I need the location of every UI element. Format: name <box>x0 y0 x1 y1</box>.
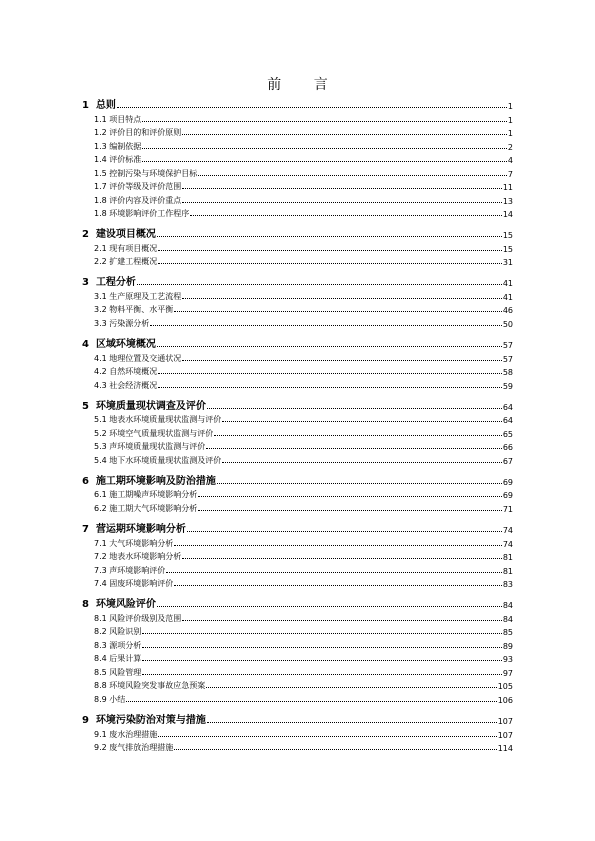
toc-section-label: 5.1 地表水环境质量现状监测与评价 <box>94 415 222 425</box>
toc-page-number: 85 <box>502 628 513 638</box>
toc-section-label: 8.2 风险识别 <box>94 627 142 637</box>
dot-leader <box>142 633 502 634</box>
toc-chapter-row[interactable] <box>82 398 513 412</box>
toc-section-row[interactable] <box>82 500 513 514</box>
toc-section-row[interactable] <box>82 452 513 466</box>
toc-section-label: 3.1 生产原理及工艺流程 <box>94 291 182 301</box>
dot-leader <box>142 674 502 675</box>
toc-section-label: 1.8 环境影响评价工作程序 <box>94 209 190 218</box>
dot-leader <box>174 585 502 586</box>
dot-leader <box>174 749 496 750</box>
toc-section-label: 7.1 大气环境影响分析 <box>94 538 174 548</box>
toc-page-number: 58 <box>502 368 513 378</box>
toc-section-row[interactable] <box>82 125 513 139</box>
toc-page-number: 65 <box>502 429 513 439</box>
toc-section-label: 5.2 环境空气质量现状监测与评价 <box>94 428 214 438</box>
toc-page-number: 89 <box>502 641 513 651</box>
toc-section-row[interactable] <box>82 206 513 220</box>
toc-chapter-row[interactable] <box>82 336 513 350</box>
toc-page-number: 13 <box>502 196 513 206</box>
dot-leader <box>222 421 502 422</box>
toc-section-label: 2.1 现有项目概况 <box>94 243 158 253</box>
toc-chapter-row[interactable] <box>82 596 513 610</box>
toc-section-label: 1.7 评价等级及评价范围 <box>94 182 182 191</box>
dot-leader <box>166 572 502 573</box>
dot-leader <box>137 284 502 285</box>
toc-chapter-number: 3 <box>82 277 89 289</box>
dot-leader <box>142 660 502 661</box>
toc-section-label: 8.9 小结 <box>94 694 126 704</box>
toc-chapter-title <box>82 335 156 350</box>
toc-section-row[interactable] <box>82 288 513 302</box>
dot-leader <box>222 462 502 463</box>
toc-chapter-label: 总则 <box>95 100 116 111</box>
toc-chapter-label: 区域环境概况 <box>95 339 156 351</box>
toc-page-number: 41 <box>502 279 513 289</box>
toc-page-number: 105 <box>497 682 513 692</box>
toc-chapter-title <box>82 225 156 240</box>
toc-chapter-title <box>82 397 206 412</box>
dot-leader <box>142 647 502 648</box>
toc-chapter-title <box>82 472 216 487</box>
toc-page-number: 15 <box>502 244 513 254</box>
toc-chapter-number: 5 <box>82 400 89 412</box>
toc-section-row[interactable] <box>82 364 513 378</box>
toc-page-number: 15 <box>502 231 513 241</box>
toc-chapter-row[interactable] <box>82 274 513 288</box>
toc-page-number: 84 <box>502 614 513 624</box>
toc-chapter-label: 营运期环境影响分析 <box>95 524 186 536</box>
toc-page-number: 64 <box>502 416 513 426</box>
toc-page-number: 74 <box>502 526 513 536</box>
toc-page-number: 67 <box>502 456 513 466</box>
toc-section-row[interactable] <box>82 254 513 268</box>
toc-page-number: 69 <box>502 477 513 487</box>
toc-chapter-label: 环境污染防治对策与措施 <box>95 715 206 726</box>
toc-section-row[interactable] <box>82 726 513 740</box>
toc-page-number: 64 <box>502 402 513 412</box>
toc-chapter-row[interactable] <box>82 473 513 487</box>
toc-section-row[interactable] <box>82 192 513 206</box>
table-of-contents <box>82 97 513 753</box>
toc-section-label: 7.2 地表水环境影响分析 <box>94 552 182 562</box>
toc-section-label: 4.3 社会经济概况 <box>94 380 158 390</box>
toc-section-row[interactable] <box>82 740 513 754</box>
dot-leader <box>182 360 502 361</box>
toc-page-number: 41 <box>502 292 513 302</box>
toc-section-label: 1.2 评价目的和评价原则 <box>94 128 182 137</box>
toc-section-label: 1.5 控制污染与环境保护目标 <box>94 168 198 178</box>
dot-leader <box>158 736 496 737</box>
toc-section-label: 8.1 风险评价级别及范围 <box>94 613 182 623</box>
toc-section-row[interactable] <box>82 240 513 254</box>
toc-chapter-label: 工程分析 <box>95 277 136 289</box>
toc-section-label: 2.2 扩建工程概况 <box>94 257 158 267</box>
toc-page-number: 107 <box>497 730 513 740</box>
toc-chapter-number: 4 <box>82 339 89 351</box>
toc-page-number: 31 <box>502 258 513 268</box>
dot-leader <box>198 496 502 497</box>
toc-page-number: 4 <box>507 156 513 165</box>
toc-section-row[interactable] <box>82 152 513 166</box>
toc-section-label: 6.2 施工期大气环境影响分析 <box>94 503 198 513</box>
toc-section-label: 8.3 源项分析 <box>94 640 142 650</box>
toc-section-label: 5.3 声环境质量现状监测与评价 <box>94 442 206 452</box>
dot-leader <box>157 606 502 607</box>
toc-page-number: 57 <box>502 354 513 364</box>
toc-section-row[interactable] <box>82 425 513 439</box>
toc-chapter-label: 环境质量现状调查及评价 <box>95 400 206 412</box>
toc-chapter-row[interactable] <box>82 712 513 726</box>
toc-section-row[interactable] <box>82 315 513 329</box>
toc-section-row[interactable] <box>82 377 513 391</box>
toc-section-label: 1.4 评价标准 <box>94 155 142 164</box>
toc-page-number: 14 <box>502 210 513 219</box>
toc-chapter-title <box>82 595 156 610</box>
toc-chapter-number: 9 <box>82 715 89 726</box>
toc-page-number: 83 <box>502 580 513 590</box>
toc-page-number: 74 <box>502 539 513 549</box>
toc-page-number: 57 <box>502 341 513 351</box>
dot-leader <box>126 701 496 702</box>
dot-leader <box>198 510 502 511</box>
toc-page-number: 107 <box>497 717 513 726</box>
toc-chapter-number: 1 <box>82 100 89 111</box>
toc-chapter-number: 6 <box>82 475 89 487</box>
toc-chapter-row[interactable] <box>82 521 513 535</box>
dot-leader <box>187 531 502 532</box>
toc-page-number: 46 <box>502 306 513 316</box>
dot-leader <box>157 346 502 347</box>
dot-leader <box>214 435 502 436</box>
toc-page-number: 1 <box>507 102 513 111</box>
toc-section-row[interactable] <box>82 664 513 678</box>
toc-section-row[interactable] <box>82 535 513 549</box>
toc-chapter-row[interactable] <box>82 226 513 240</box>
toc-chapter-number: 2 <box>82 229 89 241</box>
dot-leader <box>182 558 502 559</box>
toc-section-row[interactable] <box>82 111 513 125</box>
toc-page-number: 106 <box>497 695 513 705</box>
toc-section-row[interactable] <box>82 651 513 665</box>
toc-section-row[interactable] <box>82 439 513 453</box>
toc-section-row[interactable] <box>82 562 513 576</box>
toc-section-label: 8.4 后果计算 <box>94 654 142 664</box>
dot-leader <box>182 298 502 299</box>
toc-section-label: 9.1 废水治理措施 <box>94 729 158 739</box>
dot-leader <box>182 188 502 189</box>
toc-page-number: 69 <box>502 491 513 501</box>
dot-leader <box>182 202 502 203</box>
dot-leader <box>158 373 502 374</box>
dot-leader <box>157 236 502 237</box>
toc-chapter-title <box>82 273 136 288</box>
toc-section-label: 1.1 项目特点 <box>94 114 142 124</box>
toc-chapter-number: 7 <box>82 524 89 536</box>
toc-section-row[interactable] <box>82 179 513 193</box>
toc-section-label: 5.4 地下水环境质量现状监测及评价 <box>94 455 222 465</box>
dot-leader <box>142 148 507 149</box>
toc-section-row[interactable] <box>82 487 513 501</box>
dot-leader <box>198 175 507 176</box>
toc-section-row[interactable] <box>82 350 513 364</box>
toc-section-label: 7.3 声环境影响评价 <box>94 565 166 575</box>
toc-section-label: 7.4 固废环境影响评价 <box>94 579 174 589</box>
toc-page-number: 93 <box>502 655 513 665</box>
toc-section-label: 8.5 风险管理 <box>94 667 142 677</box>
dot-leader <box>190 215 502 216</box>
toc-section-row[interactable] <box>82 549 513 563</box>
toc-chapter-label: 环境风险评价 <box>95 599 156 611</box>
dot-leader <box>117 107 507 108</box>
toc-section-label: 3.3 污染源分析 <box>94 318 150 328</box>
toc-page-number: 50 <box>502 319 513 329</box>
dot-leader <box>158 263 502 264</box>
toc-section-row[interactable] <box>82 576 513 590</box>
toc-section-row[interactable] <box>82 624 513 638</box>
toc-page-number: 1 <box>507 115 513 125</box>
dot-leader <box>207 722 497 723</box>
toc-section-label: 1.8 评价内容及评价重点 <box>94 195 182 205</box>
dot-leader <box>158 250 502 251</box>
toc-section-row[interactable] <box>82 412 513 426</box>
toc-page-number: 11 <box>502 183 513 192</box>
toc-chapter-label: 建设项目概况 <box>95 229 156 241</box>
dot-leader <box>142 161 507 162</box>
toc-chapter-row[interactable] <box>82 97 513 111</box>
toc-section-label: 6.1 施工期噪声环境影响分析 <box>94 490 198 500</box>
toc-page-number: 2 <box>507 142 513 152</box>
toc-page-number: 114 <box>497 744 513 753</box>
dot-leader <box>142 121 507 122</box>
toc-page-number: 59 <box>502 381 513 391</box>
dot-leader <box>206 687 496 688</box>
dot-leader <box>150 325 502 326</box>
toc-section-row[interactable] <box>82 637 513 651</box>
dot-leader <box>207 408 502 409</box>
toc-chapter-number: 8 <box>82 599 89 611</box>
toc-section-label: 4.2 自然环境概况 <box>94 367 158 377</box>
toc-page-number: 66 <box>502 443 513 453</box>
toc-page-number: 97 <box>502 668 513 678</box>
toc-section-row[interactable] <box>82 610 513 624</box>
page-title: 前 言 <box>267 77 342 93</box>
dot-leader <box>174 311 502 312</box>
toc-page-number: 71 <box>502 504 513 514</box>
toc-section-label: 1.3 编制依据 <box>94 141 142 151</box>
toc-page-number: 84 <box>502 601 513 611</box>
toc-section-row[interactable] <box>82 138 513 152</box>
toc-chapter-title <box>82 96 116 111</box>
dot-leader <box>182 620 502 621</box>
toc-section-row[interactable] <box>82 165 513 179</box>
toc-section-label: 4.1 地理位置及交通状况 <box>94 353 182 363</box>
toc-section-label: 8.8 环境风险突发事故应急预案 <box>94 681 206 691</box>
toc-page-number: 81 <box>502 553 513 563</box>
dot-leader <box>174 545 502 546</box>
toc-page-number: 1 <box>507 129 513 138</box>
toc-section-row[interactable] <box>82 302 513 316</box>
dot-leader <box>158 387 502 388</box>
toc-chapter-label: 施工期环境影响及防治措施 <box>95 475 216 487</box>
toc-chapter-title <box>82 520 186 535</box>
dot-leader <box>217 483 502 484</box>
toc-section-row[interactable] <box>82 678 513 692</box>
dot-leader <box>206 448 502 449</box>
toc-section-row[interactable] <box>82 691 513 705</box>
toc-page-number: 7 <box>507 169 513 179</box>
toc-chapter-title <box>82 711 206 726</box>
toc-section-label: 3.2 物料平衡、水平衡 <box>94 305 174 315</box>
dot-leader <box>182 134 507 135</box>
toc-page-number: 81 <box>502 566 513 576</box>
toc-section-label: 9.2 废气排放治理措施 <box>94 743 174 752</box>
